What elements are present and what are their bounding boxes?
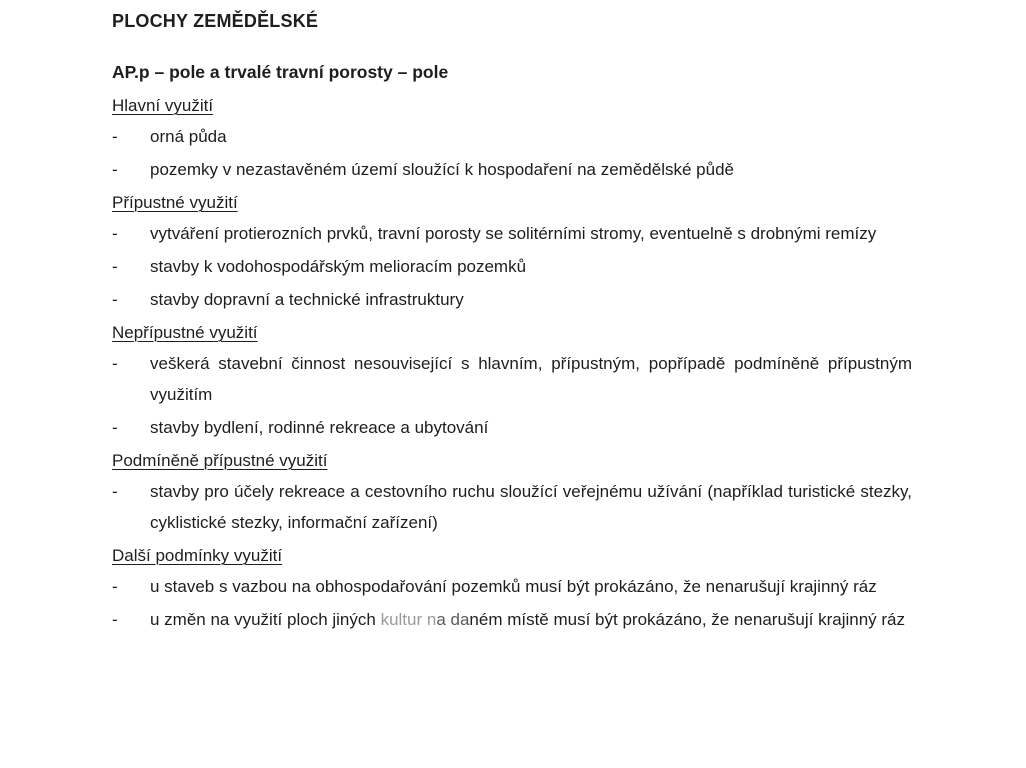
list-item-text: veškerá stavební činnost nesouvisející s hlavním, přípustným, popřípadě podmíněně přípustným využitím [150, 354, 912, 404]
list-item [112, 412, 912, 443]
section-heading: Podmíněně přípustné využití [112, 451, 328, 470]
text-segment: ném místě musí být prokázáno, že nenarušují krajinný ráz [469, 610, 905, 629]
bullet-dash: - [112, 354, 118, 373]
document-page [112, 8, 912, 637]
list-item [112, 604, 912, 635]
list-item [112, 154, 912, 185]
section-items [112, 571, 912, 635]
list-item-text: u staveb s vazbou na obhospodařování pozemků musí být prokázáno, že nenarušují krajinný ráz [150, 577, 877, 596]
list-item-text: pozemky v nezastavěném území sloužící k hospodaření na zemědělské půdě [150, 160, 734, 179]
text-segment: kultur n [380, 610, 437, 629]
bullet-dash: - [112, 418, 118, 437]
list-item-text: stavby bydlení, rodinné rekreace a ubytování [150, 418, 489, 437]
text-segment: a da [436, 610, 470, 629]
list-item [112, 284, 912, 315]
section-heading: Nepřípustné využití [112, 323, 258, 342]
list-item [112, 476, 912, 538]
bullet-dash: - [112, 257, 118, 276]
use-category-section [112, 540, 912, 635]
bullet-dash: - [112, 577, 118, 596]
text-segment: u změn na využití ploch jiných [150, 610, 381, 629]
bullet-dash: - [112, 127, 118, 146]
list-item-text: stavby k vodohospodářským melioracím pozemků [150, 257, 527, 276]
list-item [112, 348, 912, 410]
bullet-dash: - [112, 290, 118, 309]
list-item [112, 218, 912, 249]
list-item [112, 571, 912, 602]
section-items [112, 476, 912, 538]
section-heading: Další podmínky využití [112, 546, 283, 565]
section-items [112, 218, 912, 315]
use-category-section [112, 317, 912, 443]
list-item-text: vytváření protierozních prvků, travní porosty se solitérními stromy, eventuelně s drobnými remízy [150, 224, 877, 243]
use-category-section [112, 445, 912, 538]
bullet-dash: - [112, 482, 118, 501]
bullet-dash: - [112, 610, 118, 629]
list-item-text: stavby dopravní a technické infrastruktury [150, 290, 464, 309]
section-items [112, 348, 912, 443]
zone-code-subtitle: AP.p – pole a trvalé travní porosty – pole [112, 62, 449, 82]
section-items [112, 121, 912, 185]
use-category-section [112, 90, 912, 185]
section-heading: Hlavní využití [112, 96, 214, 115]
list-item [112, 121, 912, 152]
page-title: PLOCHY ZEMĚDĚLSKÉ [112, 11, 319, 31]
bullet-dash: - [112, 160, 118, 179]
sections-container [112, 90, 912, 635]
use-category-section [112, 187, 912, 315]
list-item-text: stavby pro účely rekreace a cestovního ruchu sloužící veřejnému užívání (například turistické stezky, cyklistické stezky, informační zařízení) [150, 482, 912, 532]
bullet-dash: - [112, 224, 118, 243]
list-item [112, 251, 912, 282]
list-item-text: orná půda [150, 127, 227, 146]
list-item-text [150, 604, 912, 635]
section-heading: Přípustné využití [112, 193, 238, 212]
